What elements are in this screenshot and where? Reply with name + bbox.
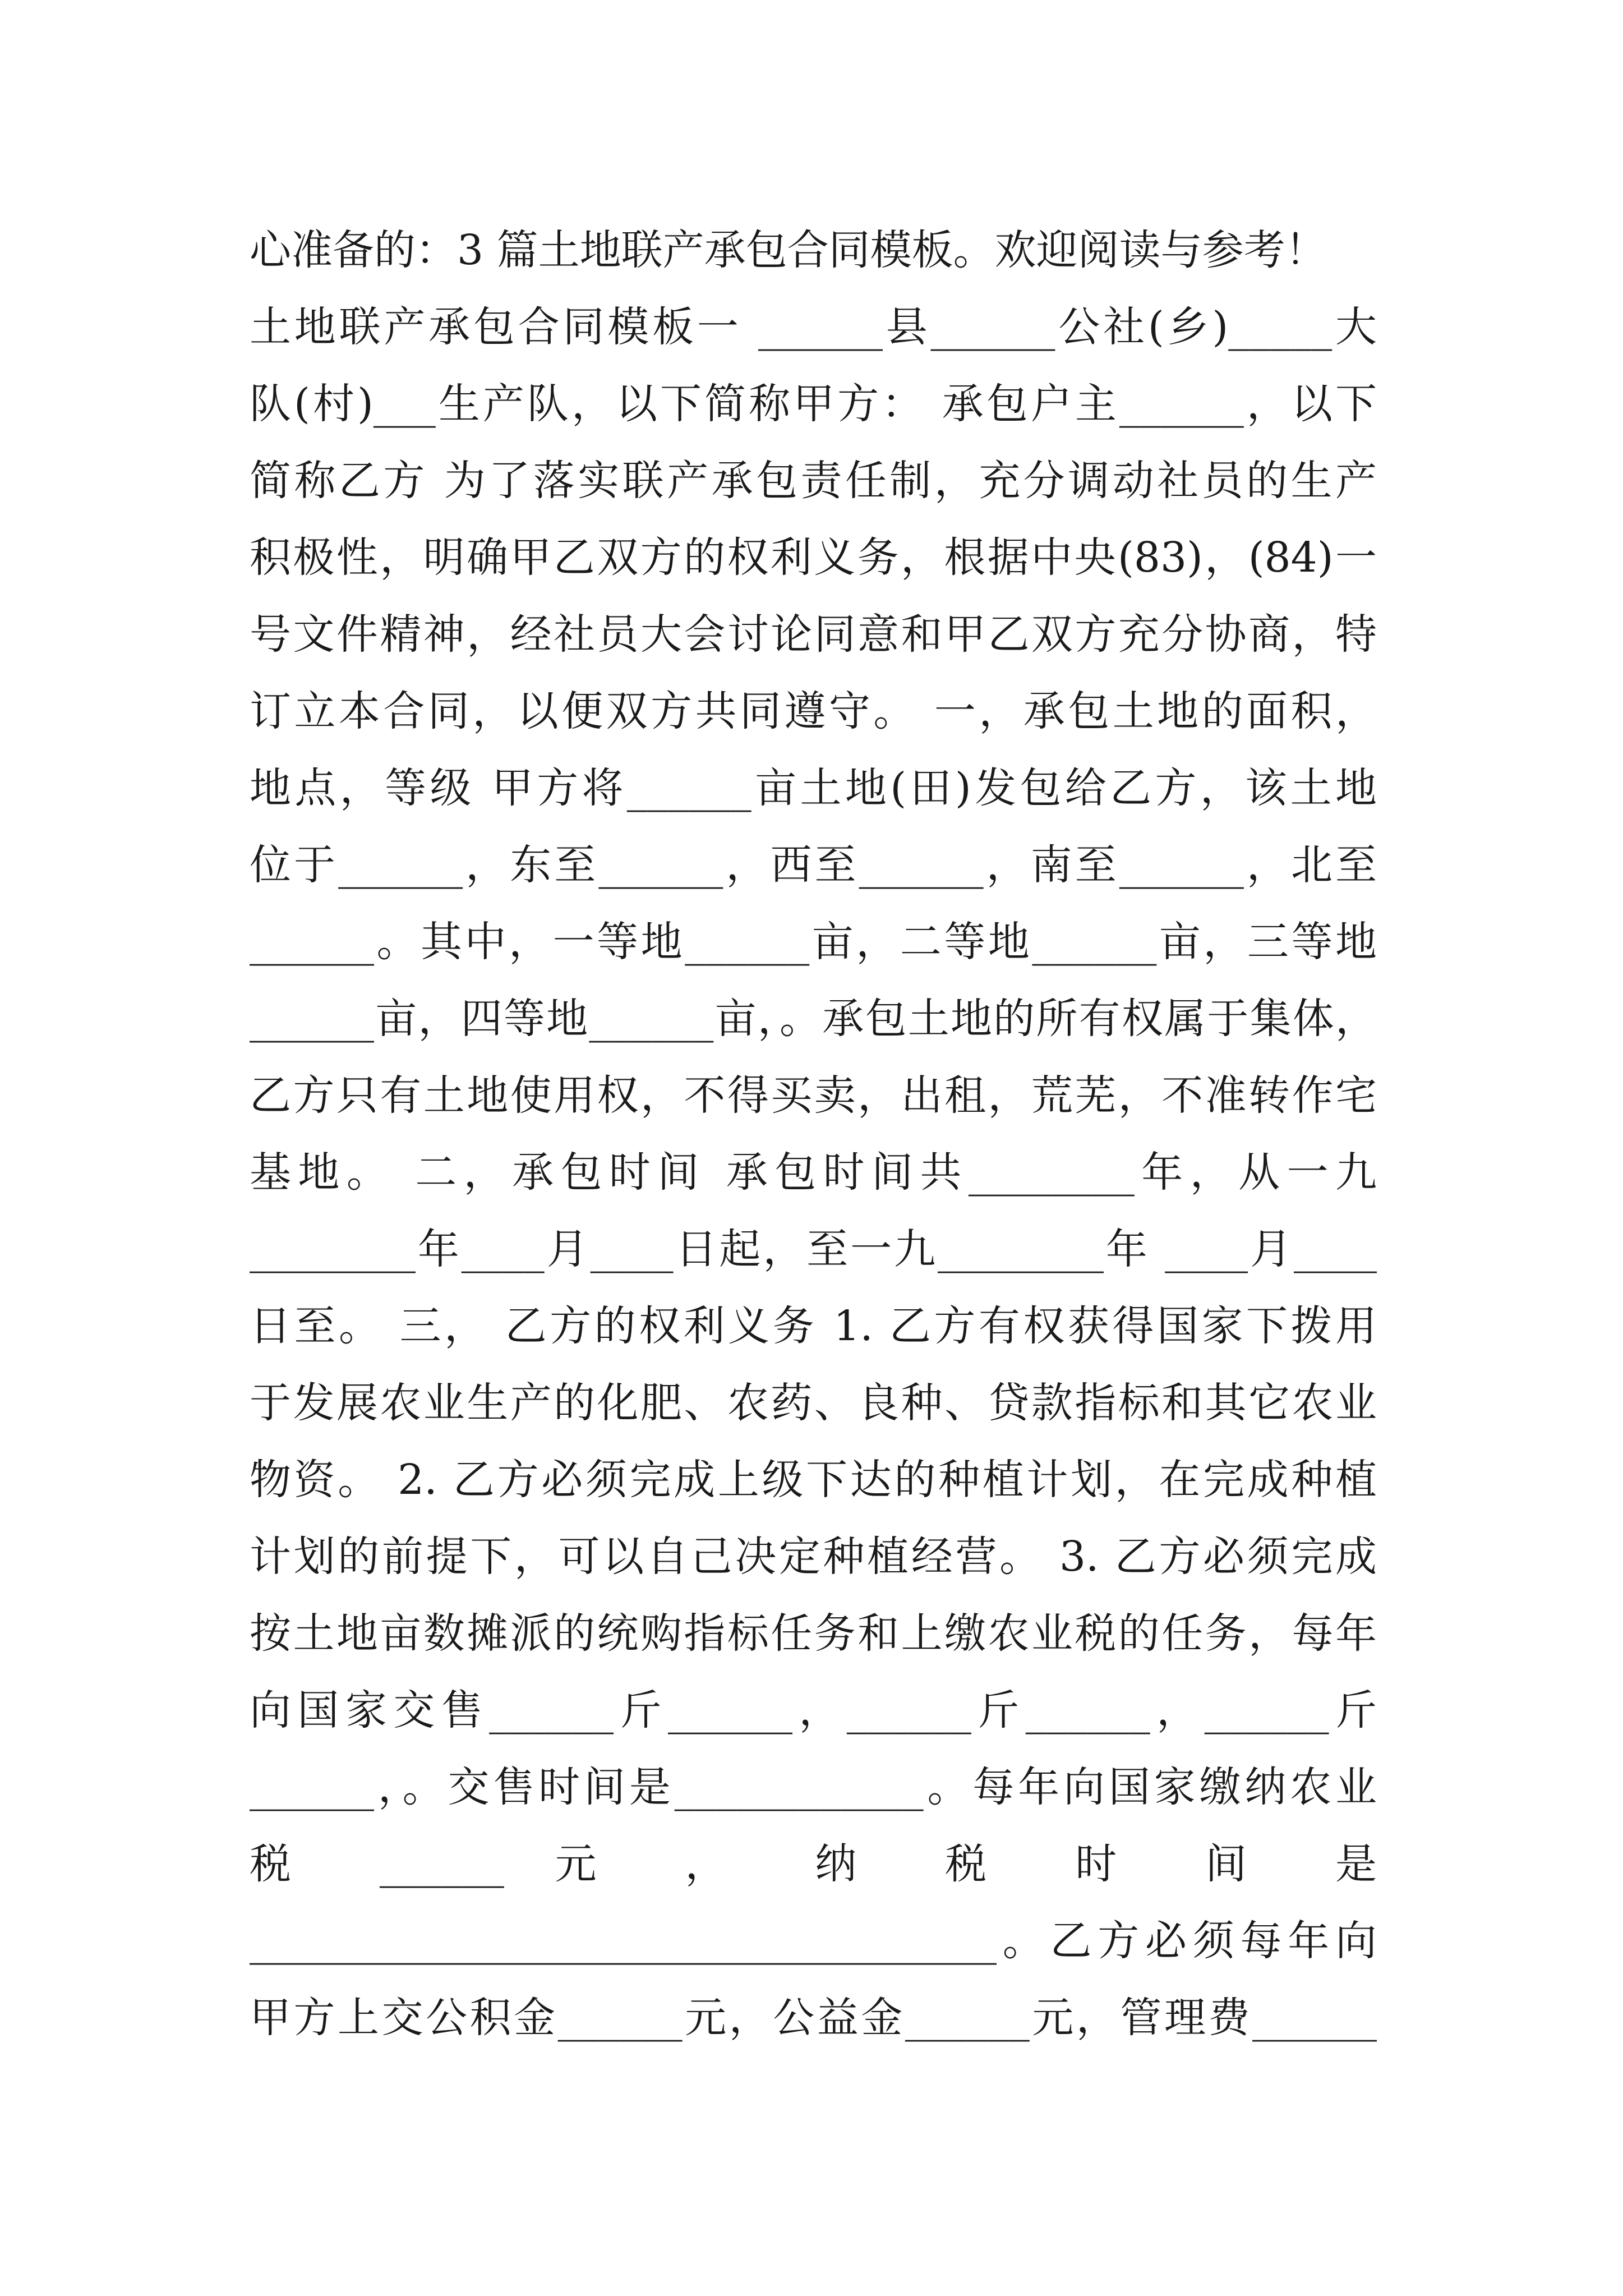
text-line: 按土地亩数摊派的统购指标任务和上缴农业税的任务，每年 xyxy=(250,1609,1377,1658)
text-line: 物资。 2. 乙方必须完成上级下达的种植计划，在完成种植 xyxy=(250,1456,1377,1504)
text-line: 号文件精神，经社员大会讨论同意和甲乙双方充分协商，特 xyxy=(250,610,1377,659)
text-line: 队(村)___生产队，以下简称甲方： 承包户主______，以下 xyxy=(250,380,1377,428)
text-line: ________年____月____日起，至一九________年 ____月____ xyxy=(250,1225,1377,1273)
text-line: 甲方上交公积金______元，公益金______元，管理费______ xyxy=(250,1994,1377,2042)
text-line: 向国家交售______斤______，______斤______，______斤 xyxy=(250,1686,1377,1734)
contract-body-text xyxy=(250,212,1377,2056)
text-line: 地点，等级 甲方将______亩土地(田)发包给乙方，该土地 xyxy=(250,764,1377,812)
text-line: ______。其中，一等地______亩，二等地______亩，三等地 xyxy=(250,918,1377,966)
text-line: ______，。交售时间是____________。每年向国家缴纳农业 xyxy=(250,1763,1377,1811)
text-line: 位于______，东至______，西至______，南至______，北至 xyxy=(250,841,1377,889)
text-line: 日至。 三， 乙方的权利义务 1. 乙方有权获得国家下拨用 xyxy=(250,1302,1377,1350)
text-line: 计划的前提下，可以自己决定种植经营。 3. 乙方必须完成 xyxy=(250,1533,1377,1581)
text-line: 乙方只有土地使用权，不得买卖，出租，荒芜，不准转作宅 xyxy=(250,1071,1377,1120)
text-line: 于发展农业生产的化肥、农药、良种、贷款指标和其它农业 xyxy=(250,1379,1377,1427)
text-line: 土地联产承包合同模板一 ______县______公社(乡)_____大 xyxy=(250,303,1377,351)
text-line: 心准备的：3 篇土地联产承包合同模板。欢迎阅读与参考！ xyxy=(250,226,1327,274)
text-line: 税 ______ 元 ， 纳 税 时 间 是 xyxy=(250,1840,1377,1888)
text-line: 积极性，明确甲乙双方的权利义务，根据中央(83)，(84)一 xyxy=(250,533,1377,582)
text-line: 订立本合同，以便双方共同遵守。 一，承包土地的面积， xyxy=(250,687,1377,735)
text-line: 简称乙方 为了落实联产承包责任制，充分调动社员的生产 xyxy=(250,457,1377,505)
text-line: ____________________________________。乙方必须每年向 xyxy=(250,1917,1377,1965)
text-line: ______亩，四等地______亩，。承包土地的所有权属于集体， xyxy=(250,995,1377,1043)
text-line: 基地。 二，承包时间 承包时间共________年，从一九 xyxy=(250,1148,1377,1197)
